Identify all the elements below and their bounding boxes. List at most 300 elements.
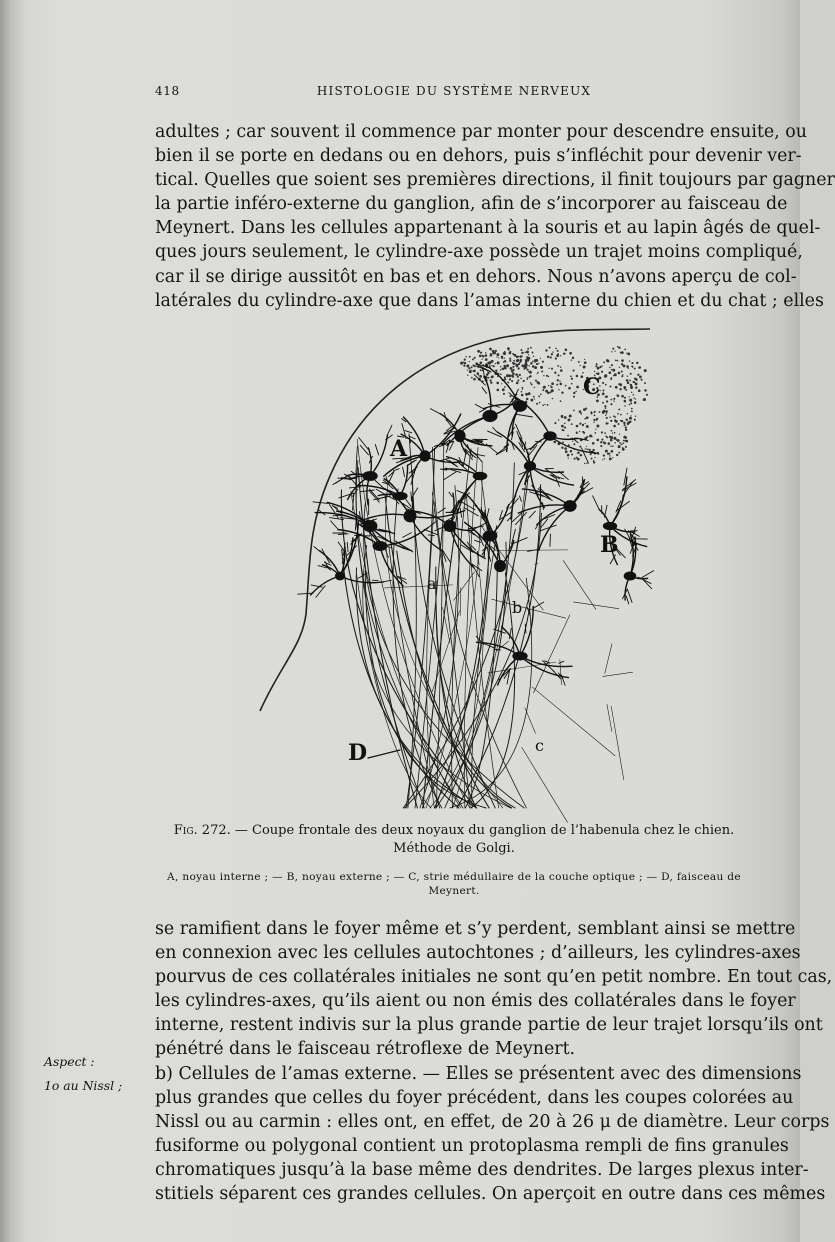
stria-granule [503,352,505,354]
stria-granule [570,375,572,377]
stria-granule [546,375,548,377]
page-header [155,84,753,104]
stria-granule [509,395,511,397]
stria-granule [607,360,610,363]
text-line: tical. Quelles que soient ses premières directions, il finit toujours par gagner [155,170,835,191]
stria-granule [513,362,515,364]
dendrite-spine [519,496,521,502]
dendrite-spine [324,562,331,565]
figure-label-D: D [348,740,368,766]
dendrite-spine [494,649,500,650]
stria-granule [563,430,565,432]
stria-granule [492,352,495,355]
stria-granule [508,350,509,351]
stria-granule [464,359,466,361]
stria-granule [492,375,494,377]
stria-granule [533,396,535,398]
stria-granule [470,370,472,372]
stria-granule [573,443,575,445]
text-line: Nissl ou au carmin : elles ont, en effet, de 20 à 26 μ de diamètre. Leur corps [155,1111,830,1132]
stria-granule [609,367,610,368]
stria-granule [569,352,572,355]
stria-granule [629,417,632,420]
stria-granule [510,351,512,353]
dendrite-fiber [460,588,461,616]
stria-granule [629,360,630,361]
text-line: stitiels séparent ces grandes cellules. On aperçoit en outre dans ces mêmes [155,1184,826,1205]
stria-granule [625,440,628,443]
stria-granule [624,397,626,399]
stria-granule [502,368,505,371]
stria-granule [627,352,630,355]
text-line: adultes ; car souvent il commence par monter pour descendre ensuite, ou [155,122,807,142]
stria-granule [625,389,627,391]
dendrite-fiber [525,708,536,734]
dendrite-fiber [560,660,562,685]
stria-granule [617,346,619,348]
stria-granule [533,356,534,357]
stria-granule [593,419,595,421]
stria-granule [559,381,560,382]
stria-granule [610,403,612,405]
stria-granule [579,446,581,448]
stria-granule [606,422,608,424]
stria-granule [605,407,607,409]
stria-granule [610,378,612,380]
stria-granule [571,383,573,385]
stria-granule [512,366,514,368]
stria-granule [619,442,621,444]
stria-granule [480,369,482,371]
stria-granule [563,352,565,354]
stria-granule [477,350,480,353]
stria-granule [620,384,622,386]
stria-granule [560,355,561,356]
stria-granule [508,382,509,383]
stria-granule [603,441,605,443]
stria-granule [597,439,600,442]
stria-granule [549,347,551,349]
dendrite-fiber [607,704,612,731]
stria-granule [567,435,569,437]
stria-granule [491,365,492,366]
stria-granule [481,359,482,360]
stria-granule [582,431,584,433]
stria-granule [594,432,596,434]
stria-granule [606,436,608,438]
stria-granule [586,416,589,419]
stria-granule [634,401,637,404]
dendrite-spine [581,448,588,464]
stria-granule [639,376,642,379]
dendrite-fiber [534,615,570,693]
stria-granule [625,429,626,430]
dendrite-spine [449,460,457,466]
stria-granule [636,362,638,364]
dendrite-spine [558,661,564,663]
stria-granule [497,361,500,364]
stria-granule [525,352,526,353]
stria-granule [519,362,520,363]
stria-granule [557,365,559,367]
stria-granule [603,361,605,363]
stria-granule [526,356,528,358]
stria-granule [503,365,506,368]
stria-granule [590,453,592,455]
stria-granule [517,379,519,381]
stria-granule [496,382,499,385]
stria-granule [621,395,624,398]
stria-granule [576,457,578,459]
dendrite-spine [449,492,453,497]
stria-granule [596,363,598,365]
stria-granule [620,444,622,446]
running-title: HISTOLOGIE DU SYSTÈME NERVEUX [316,84,592,98]
stria-granule [600,441,602,443]
dendrite-spine [322,549,330,564]
stria-granule [573,396,575,398]
stria-granule [536,363,538,365]
neuron-dendrite [400,465,408,497]
stria-granule [618,372,621,375]
stria-granule [591,458,593,460]
figure-caption [155,822,753,858]
stria-granule [488,377,490,379]
stria-granule [602,411,605,414]
stria-granule [510,367,513,370]
stria-granule [539,402,541,404]
stria-granule [507,347,510,350]
stria-granule [614,421,615,422]
axon-fiber [405,513,542,808]
stria-granule [520,357,521,358]
stria-granule [602,382,604,384]
stria-granule [609,453,611,455]
stria-granule [604,432,606,434]
stria-granule [479,355,482,358]
stria-granule [593,421,594,422]
figure-illustration [250,326,650,812]
text-line: fusiforme ou polygonal contient un protoplasma rempli de fins granules [155,1135,789,1156]
stria-granule [504,386,506,388]
stria-granule [612,445,614,447]
dendrite-spine [626,596,629,605]
neuron-dendrite [346,474,370,476]
stria-granule [538,363,539,364]
stria-granule [607,442,610,445]
stria-granule [534,387,535,388]
stria-granule [622,374,623,375]
stria-granule [477,372,480,375]
stria-granule [611,399,613,401]
stria-granule [489,362,491,364]
stria-granule [565,349,568,352]
stria-granule [567,454,570,457]
margin-note [44,1050,144,1098]
stria-granule [611,364,613,366]
dendrite-fiber [522,747,568,822]
stria-granule [529,376,531,378]
stria-granule [527,359,529,361]
stria-granule [526,369,528,371]
stria-granule [624,388,626,390]
stria-granule [579,423,581,425]
stria-granule [573,410,575,412]
stria-granule [616,454,618,456]
stria-granule [547,356,549,358]
stria-granule [527,348,529,350]
stria-granule [509,360,511,362]
stria-granule [514,373,515,374]
stria-granule [460,362,463,365]
stria-granule [551,368,553,370]
stria-granule [517,376,519,378]
stria-granule [644,382,646,384]
dendrite-spine [405,430,412,433]
stria-granule [500,369,501,370]
stria-granule [463,364,465,366]
stria-granule [619,367,620,368]
stria-granule [610,386,612,388]
stria-granule [621,363,623,365]
stria-granule [545,390,548,393]
stria-granule [517,359,520,362]
stria-granule [468,367,470,369]
stria-granule [463,362,465,364]
stria-granule [622,447,623,448]
stria-granule [580,454,583,457]
dendrite-spine [516,414,533,417]
stria-granule [556,384,558,386]
stria-granule [543,387,545,389]
stria-granule [644,369,647,372]
text-line: ques jours seulement, le cylindre-axe possède un trajet moins compliqué, [155,242,803,263]
axon-fiber [351,491,461,808]
stria-granule [503,393,505,395]
stria-granule [619,434,620,435]
stria-granule [611,450,614,453]
stria-granule [504,358,505,359]
stria-granule [523,368,525,370]
stria-granule [561,425,564,428]
stria-granule [611,369,612,370]
stria-granule [577,452,579,454]
stria-granule [612,457,613,458]
stria-granule [629,400,631,402]
stria-granule [544,404,545,405]
stria-granule [633,394,635,396]
dendrite-spine [475,404,484,409]
stria-granule [646,394,648,396]
stria-granule [515,364,518,367]
figure-label-A: A [390,436,408,462]
stria-granule [574,458,576,460]
stria-granule [611,430,613,432]
stria-granule [485,352,486,353]
stria-granule [489,348,492,351]
stria-granule [558,374,560,376]
stria-granule [571,378,573,380]
stria-granule [472,364,474,366]
stria-granule [626,365,629,368]
stria-granule [491,360,494,363]
stria-granule [628,368,629,369]
stria-granule [469,356,471,358]
stria-granule [471,366,473,368]
stria-granule [626,379,629,382]
dendrite-spine [438,508,446,513]
stria-granule [594,457,595,458]
stria-granule [606,400,608,402]
stria-granule [517,367,519,369]
stria-granule [521,394,524,397]
text-line: la partie inféro-externe du ganglion, afin de s’incorporer au faisceau de [155,194,788,215]
stria-granule [527,377,529,379]
stria-granule [622,448,625,451]
stria-granule [643,398,646,401]
stria-granule [554,372,556,374]
stria-granule [528,354,529,355]
stria-granule [467,369,468,370]
stria-granule [561,392,563,394]
stria-granule [496,356,497,357]
stria-granule [542,361,544,363]
stria-granule [618,452,620,454]
stria-granule [635,415,636,416]
stria-granule [614,438,616,440]
stria-granule [631,365,633,367]
dendrite-fiber [443,607,450,643]
stria-granule [601,431,603,433]
text-line: latérales du cylindre-axe que dans l’amas interne du chien et du chat ; elles [155,290,824,311]
figure-label-a: a [427,574,437,593]
stria-granule [578,361,580,363]
stria-granule [511,380,513,382]
stria-granule [554,422,556,424]
stria-granule [496,353,499,356]
stria-granule [521,352,523,354]
stria-granule [525,367,527,369]
stria-granule [634,368,636,370]
stria-granule [601,371,603,373]
stria-granule [559,383,562,386]
text-line: b) Cellules de l’amas externe. — Elles se présentent avec des dimensions [155,1063,802,1084]
stria-granule [621,351,624,354]
stria-granule [526,398,528,400]
stria-granule [584,418,586,420]
stria-granule [557,379,559,381]
stria-granule [565,385,567,387]
stria-granule [575,390,577,392]
stria-granule [552,398,553,399]
stria-granule [474,357,476,359]
stria-granule [618,408,620,410]
stria-granule [634,419,636,421]
stria-granule [624,405,625,406]
stria-granule [490,382,492,384]
stria-granule [605,450,608,453]
stria-granule [567,418,570,421]
stria-granule [635,382,638,385]
stria-granule [479,361,482,364]
dendrite-spine [444,472,457,480]
stria-granule [490,354,492,356]
stria-granule [613,398,615,400]
stria-granule [617,360,619,362]
axon-fiber [397,551,512,808]
axon-fiber [364,503,525,808]
stria-granule [594,414,596,416]
stria-granule [528,365,530,367]
stria-granule [551,382,554,385]
stria-granule [638,366,641,369]
dendrite-spine [369,491,379,503]
dendrite-spine [623,482,633,496]
stria-granule [517,356,519,358]
stria-granule [522,388,523,389]
stria-granule [465,356,467,358]
dendrite-spine [529,511,536,518]
stria-granule [521,391,523,393]
stria-granule [571,359,572,360]
stria-granule [629,396,630,397]
stria-granule [521,364,524,367]
stria-granule [479,375,482,378]
dendrite-spine [550,534,551,547]
stria-granule [549,391,551,393]
stria-granule [537,372,538,373]
figure-legend: A, noyau interne ; — B, noyau externe ; — C, strie médullaire de la couche optique ; — D, faisceau de Meynert. [167,871,741,897]
stria-granule [528,392,531,395]
stria-granule [531,383,533,385]
dendrite-fiber [573,602,618,609]
stria-granule [528,371,530,373]
stria-granule [536,403,538,405]
dendrite-spine [387,425,392,435]
stria-granule [605,410,608,413]
stria-granule [540,366,543,369]
stria-granule [601,439,603,441]
neuron-cell [330,511,437,586]
text-line: interne, restent indivis sur la plus grande partie de leur trajet lorsqu’ils ont [155,1015,823,1036]
dendrite-fiber [603,672,633,676]
stria-granule [609,457,612,460]
stria-granule [624,424,626,426]
stria-granule [572,357,574,359]
stria-granule [560,369,563,372]
stria-granule [509,358,511,360]
figure-label-B: B [600,532,619,558]
stria-granule [629,404,631,406]
stria-granule [630,402,632,404]
stria-granule [614,350,615,351]
stria-granule [605,396,607,398]
text-line: Meynert. Dans les cellules appartenant à la souris et au lapin âgés de quel- [155,218,821,239]
stria-granule [553,441,556,444]
stria-granule [572,370,574,372]
stria-granule [558,389,559,390]
figure-number: Fig. 272. [173,823,231,838]
dendrite-spine [330,521,338,530]
dendrite-spine [403,467,405,477]
stria-granule [606,413,607,414]
stria-granule [576,375,579,378]
stria-granule [557,350,559,352]
stria-granule [631,408,633,410]
neuron-cell [313,502,414,558]
stria-granule [610,439,613,442]
stria-granule [623,442,625,444]
